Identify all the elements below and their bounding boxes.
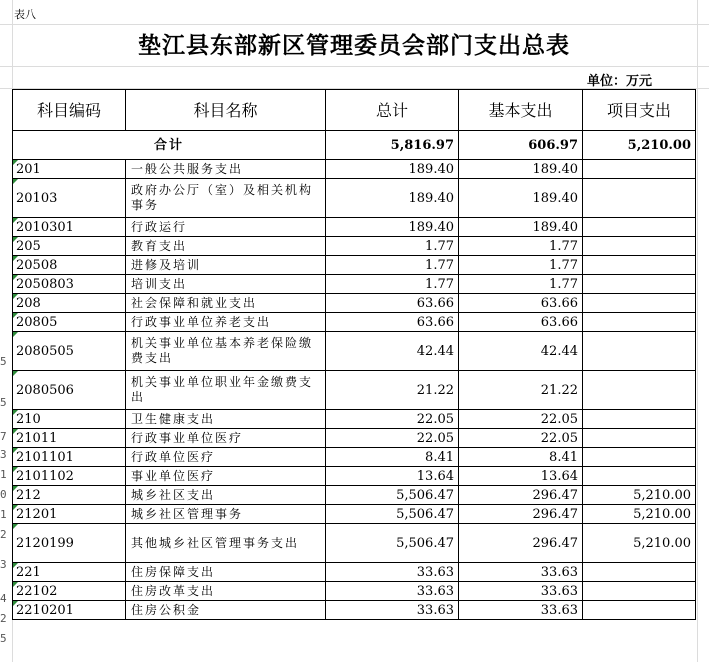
cell-basic[interactable]: 13.64 <box>459 467 583 486</box>
cell-name[interactable]: 机关事业单位职业年金缴费支出 <box>126 371 326 410</box>
table-row <box>13 179 696 218</box>
row-number: 4 <box>0 592 7 605</box>
row-number: 5 <box>0 355 7 368</box>
cell-total[interactable]: 5,506.47 <box>326 505 459 524</box>
cell-basic[interactable]: 189.40 <box>459 179 583 218</box>
cell-project[interactable] <box>583 275 696 294</box>
cell-basic[interactable]: 63.66 <box>459 294 583 313</box>
cell-total[interactable]: 189.40 <box>326 179 459 218</box>
cell-code[interactable]: 212 <box>13 486 126 505</box>
table-row <box>13 563 696 582</box>
cell-name[interactable]: 行政事业单位医疗 <box>126 429 326 448</box>
table-row <box>13 256 696 275</box>
table-row <box>13 218 696 237</box>
cell-code[interactable]: 208 <box>13 294 126 313</box>
grid-line <box>697 0 698 662</box>
cell-basic[interactable]: 1.77 <box>459 237 583 256</box>
row-number: 3 <box>0 448 7 461</box>
cell-basic[interactable]: 296.47 <box>459 524 583 563</box>
cell-basic[interactable]: 33.63 <box>459 601 583 620</box>
cell-basic[interactable]: 296.47 <box>459 505 583 524</box>
table-row <box>13 275 696 294</box>
header-code[interactable]: 科目编码 <box>13 90 126 131</box>
cell-basic[interactable]: 22.05 <box>459 410 583 429</box>
row-number: 1 <box>0 468 7 481</box>
cell-total[interactable]: 63.66 <box>326 294 459 313</box>
cell-name[interactable]: 住房改革支出 <box>126 582 326 601</box>
cell-total[interactable]: 33.63 <box>326 563 459 582</box>
cell-basic[interactable]: 33.63 <box>459 563 583 582</box>
cell-project[interactable] <box>583 429 696 448</box>
cell-basic[interactable]: 21.22 <box>459 371 583 410</box>
cell-basic[interactable]: 189.40 <box>459 160 583 179</box>
cell-project[interactable]: 5,210.00 <box>583 524 696 563</box>
cell-basic[interactable]: 33.63 <box>459 582 583 601</box>
cell-total[interactable]: 5,506.47 <box>326 524 459 563</box>
cell-name[interactable]: 其他城乡社区管理事务支出 <box>126 524 326 563</box>
cell-code[interactable]: 210 <box>13 410 126 429</box>
cell-code[interactable]: 201 <box>13 160 126 179</box>
cell-name[interactable]: 住房公积金 <box>126 601 326 620</box>
cell-basic[interactable]: 42.44 <box>459 332 583 371</box>
cell-basic[interactable]: 22.05 <box>459 429 583 448</box>
table-row <box>13 524 696 563</box>
cell-total[interactable]: 8.41 <box>326 448 459 467</box>
total-basic[interactable]: 606.97 <box>459 131 583 160</box>
total-total[interactable]: 5,816.97 <box>326 131 459 160</box>
grid-line <box>0 24 709 25</box>
cell-project[interactable] <box>583 601 696 620</box>
cell-basic[interactable]: 1.77 <box>459 256 583 275</box>
cell-total[interactable]: 1.77 <box>326 256 459 275</box>
total-project[interactable]: 5,210.00 <box>583 131 696 160</box>
cell-name[interactable]: 城乡社区支出 <box>126 486 326 505</box>
header-row <box>13 90 696 131</box>
header-name[interactable]: 科目名称 <box>126 90 326 131</box>
header-project[interactable]: 项目支出 <box>583 90 696 131</box>
cell-project[interactable] <box>583 294 696 313</box>
table-row <box>13 505 696 524</box>
cell-total[interactable]: 22.05 <box>326 410 459 429</box>
cell-code[interactable]: 21011 <box>13 429 126 448</box>
row-number: 2 <box>0 612 7 625</box>
cell-total[interactable]: 189.40 <box>326 160 459 179</box>
cell-total[interactable]: 1.77 <box>326 275 459 294</box>
cell-name[interactable]: 一般公共服务支出 <box>126 160 326 179</box>
cell-name[interactable]: 政府办公厅（室）及相关机构事务 <box>126 179 326 218</box>
row-number: 2 <box>0 528 7 541</box>
table-row <box>13 410 696 429</box>
row-number: 0 <box>0 488 7 501</box>
cell-project[interactable] <box>583 256 696 275</box>
table-row <box>13 332 696 371</box>
table-row <box>13 160 696 179</box>
cell-project[interactable] <box>583 218 696 237</box>
table-row <box>13 294 696 313</box>
cell-project[interactable]: 5,210.00 <box>583 486 696 505</box>
cell-code[interactable]: 205 <box>13 237 126 256</box>
cell-total[interactable]: 21.22 <box>326 371 459 410</box>
row-number: 5 <box>0 396 7 409</box>
cell-name[interactable]: 卫生健康支出 <box>126 410 326 429</box>
cell-code[interactable]: 21201 <box>13 505 126 524</box>
table-row <box>13 486 696 505</box>
cell-project[interactable] <box>583 179 696 218</box>
cell-code[interactable]: 2080505 <box>13 332 126 371</box>
cell-code[interactable]: 2210201 <box>13 601 126 620</box>
cell-total[interactable]: 33.63 <box>326 582 459 601</box>
row-number: 1 <box>0 508 7 521</box>
cell-name[interactable]: 培训支出 <box>126 275 326 294</box>
unit-label: 单位：万元 <box>587 74 653 89</box>
row-number: 7 <box>0 430 7 443</box>
expenditure-table <box>12 89 696 620</box>
cell-basic[interactable]: 296.47 <box>459 486 583 505</box>
total-row <box>13 131 696 160</box>
cell-total[interactable]: 22.05 <box>326 429 459 448</box>
cell-code[interactable]: 2101102 <box>13 467 126 486</box>
cell-project[interactable] <box>583 582 696 601</box>
row-number: 3 <box>0 558 7 571</box>
cell-project[interactable] <box>583 467 696 486</box>
header-total[interactable]: 总计 <box>326 90 459 131</box>
row-number-edge <box>0 0 10 662</box>
cell-code[interactable]: 2101101 <box>13 448 126 467</box>
cell-project[interactable] <box>583 313 696 332</box>
header-basic[interactable]: 基本支出 <box>459 90 583 131</box>
cell-name[interactable]: 行政单位医疗 <box>126 448 326 467</box>
cell-name[interactable]: 住房保障支出 <box>126 563 326 582</box>
cell-code[interactable]: 2120199 <box>13 524 126 563</box>
cell-project[interactable]: 5,210.00 <box>583 505 696 524</box>
row-number: 5 <box>0 632 7 645</box>
cell-code[interactable]: 20508 <box>13 256 126 275</box>
page-title: 垫江县东部新区管理委员会部门支出总表 <box>138 33 570 59</box>
cell-basic[interactable]: 63.66 <box>459 313 583 332</box>
cell-project[interactable] <box>583 371 696 410</box>
cell-project[interactable] <box>583 563 696 582</box>
cell-basic[interactable]: 8.41 <box>459 448 583 467</box>
cell-total[interactable]: 33.63 <box>326 601 459 620</box>
cell-total[interactable]: 5,506.47 <box>326 486 459 505</box>
cell-project[interactable] <box>583 448 696 467</box>
cell-name[interactable]: 教育支出 <box>126 237 326 256</box>
cell-project[interactable] <box>583 160 696 179</box>
table-row <box>13 371 696 410</box>
table-row <box>13 467 696 486</box>
cell-project[interactable] <box>583 332 696 371</box>
cell-code[interactable]: 221 <box>13 563 126 582</box>
cell-name[interactable]: 城乡社区管理事务 <box>126 505 326 524</box>
cell-basic[interactable]: 1.77 <box>459 275 583 294</box>
sheet-label: 表八 <box>14 8 36 21</box>
cell-name[interactable]: 社会保障和就业支出 <box>126 294 326 313</box>
cell-basic[interactable]: 189.40 <box>459 218 583 237</box>
cell-name[interactable]: 机关事业单位基本养老保险缴费支出 <box>126 332 326 371</box>
table-row <box>13 429 696 448</box>
cell-total[interactable]: 1.77 <box>326 237 459 256</box>
cell-total[interactable]: 63.66 <box>326 313 459 332</box>
cell-code[interactable]: 22102 <box>13 582 126 601</box>
cell-total[interactable]: 13.64 <box>326 467 459 486</box>
cell-project[interactable] <box>583 410 696 429</box>
cell-project[interactable] <box>583 237 696 256</box>
cell-code[interactable]: 2010301 <box>13 218 126 237</box>
cell-total[interactable]: 42.44 <box>326 332 459 371</box>
table-row <box>13 313 696 332</box>
cell-code[interactable]: 2080506 <box>13 371 126 410</box>
grid-line <box>0 66 709 67</box>
total-label[interactable]: 合计 <box>13 131 326 160</box>
table-row <box>13 601 696 620</box>
cell-name[interactable]: 事业单位医疗 <box>126 467 326 486</box>
table-row <box>13 448 696 467</box>
table-row <box>13 582 696 601</box>
cell-name[interactable]: 行政事业单位养老支出 <box>126 313 326 332</box>
cell-name[interactable]: 行政运行 <box>126 218 326 237</box>
table-row <box>13 237 696 256</box>
cell-total[interactable]: 189.40 <box>326 218 459 237</box>
cell-code[interactable]: 20805 <box>13 313 126 332</box>
cell-code[interactable]: 20103 <box>13 179 126 218</box>
cell-name[interactable]: 进修及培训 <box>126 256 326 275</box>
cell-code[interactable]: 2050803 <box>13 275 126 294</box>
